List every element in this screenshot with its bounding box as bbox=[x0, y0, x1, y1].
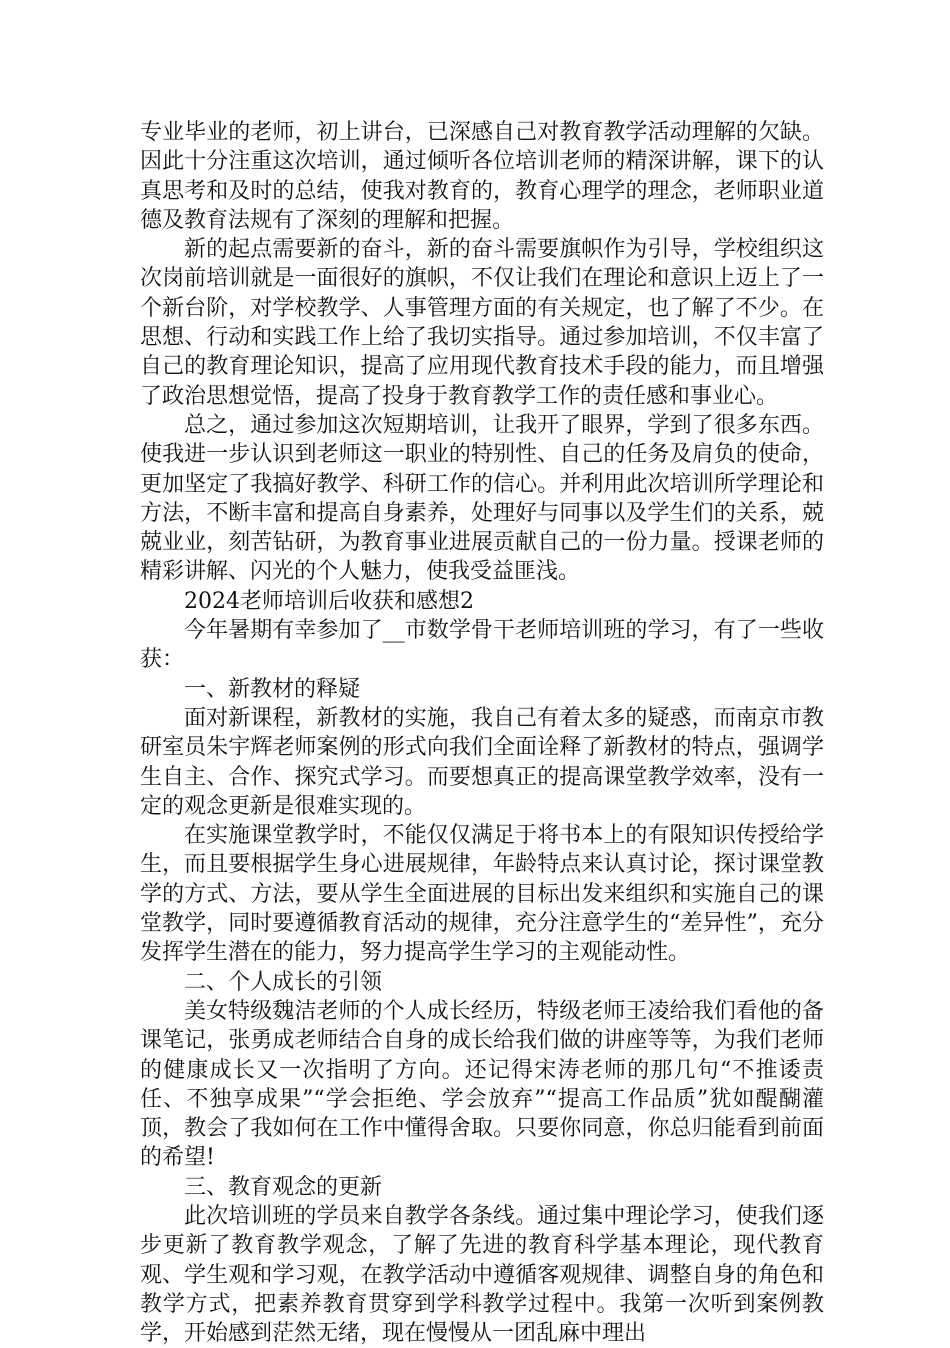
paragraph-5: 面对新课程，新教材的实施，我自己有着太多的疑惑，而南京市教研室员朱宇辉老师案例的形式向我们全面诠释了新教材的特点，强调学生自主、合作、探究式学习。而要想真正的提高课堂教学效率，没有一定的观念更新是很难实现的。 bbox=[140, 705, 824, 819]
paragraph-4: 今年暑期有幸参加了__市数学骨干老师培训班的学习，有了一些收获： bbox=[140, 618, 824, 673]
paragraph-7: 美女特级魏洁老师的个人成长经历，特级老师王凌给我们看他的备课笔记，张勇成老师结合自身的成长给我们做的讲座等等，为我们老师的健康成长又一次指明了方向。还记得宋涛老师的那几句“不推诿责任、不独享成果”“学会拒绝、学会放弃”“提高工作品质”犹如醍醐灌顶，教会了我如何在工作中懂得舍取。只要你同意，你总归能看到前面的希望! bbox=[140, 998, 824, 1171]
paragraph-8: 此次培训班的学员来自教学各条线。通过集中理论学习，使我们逐步更新了教育教学观念，了解了先进的教育科学基本理论，现代教育观、学生观和学习观，在教学活动中遵循客观规律、调整自身的角色和教学方式，把素养教育贯穿到学科教学过程中。我第一次听到案例教学，开始感到茫然无绪，现在慢慢从一团乱麻中理出 bbox=[140, 1203, 824, 1347]
paragraph-2: 新的起点需要新的奋斗，新的奋斗需要旗帜作为引导，学校组织这次岗前培训就是一面很好的旗帜，不仅让我们在理论和意识上迈上了一个新台阶，对学校教学、人事管理方面的有关规定，也了解了不少。在思想、行动和实践工作上给了我切实指导。通过参加培训，不仅丰富了自己的教育理论知识，提高了应用现代教育技术手段的能力，而且增强了政治思想觉悟，提高了投身于教育教学工作的责任感和事业心。 bbox=[140, 237, 824, 409]
section-title: 2024老师培训后收获和感想2 bbox=[184, 588, 474, 614]
paragraph-1: 专业毕业的老师，初上讲台，已深感自己对教育教学活动理解的欠缺。因此十分注重这次培训，通过倾听各位培训老师的精深讲解，课下的认真思考和及时的总结，使我对教育的，教育心理学的理念，老师职业道德及教育法规有了深刻的理解和把握。 bbox=[140, 120, 824, 233]
heading-concept-update: 三、教育观念的更新 bbox=[184, 1174, 383, 1200]
document-body bbox=[140, 118, 824, 1348]
paragraph-3: 总之，通过参加这次短期培训，让我开了眼界，学到了很多东西。使我进一步认识到老师这一职业的特别性、自己的任务及肩负的使命，更加坚定了我搞好教学、科研工作的信心。并利用此次培训所学理论和方法，不断丰富和提高自身素养，处理好与同事以及学生们的关系，兢兢业业，刻苦钻研，为教育事业进展贡献自己的一份力量。授课老师的精彩讲解、闪光的个人魅力，使我受益匪浅。 bbox=[140, 412, 824, 585]
heading-new-textbook: 一、新教材的释疑 bbox=[184, 676, 361, 702]
heading-personal-growth: 二、个人成长的引领 bbox=[184, 969, 383, 995]
paragraph-6: 在实施课堂教学时，不能仅仅满足于将书本上的有限知识传授给学生，而且要根据学生身心进展规律，年龄特点来认真讨论，探讨课堂教学的方式、方法，要从学生全面进展的目标出发来组织和实施自己的课堂教学，同时要遵循教育活动的规律，充分注意学生的“差异性”，充分发挥学生潜在的能力，努力提高学生学习的主观能动性。 bbox=[140, 823, 824, 966]
